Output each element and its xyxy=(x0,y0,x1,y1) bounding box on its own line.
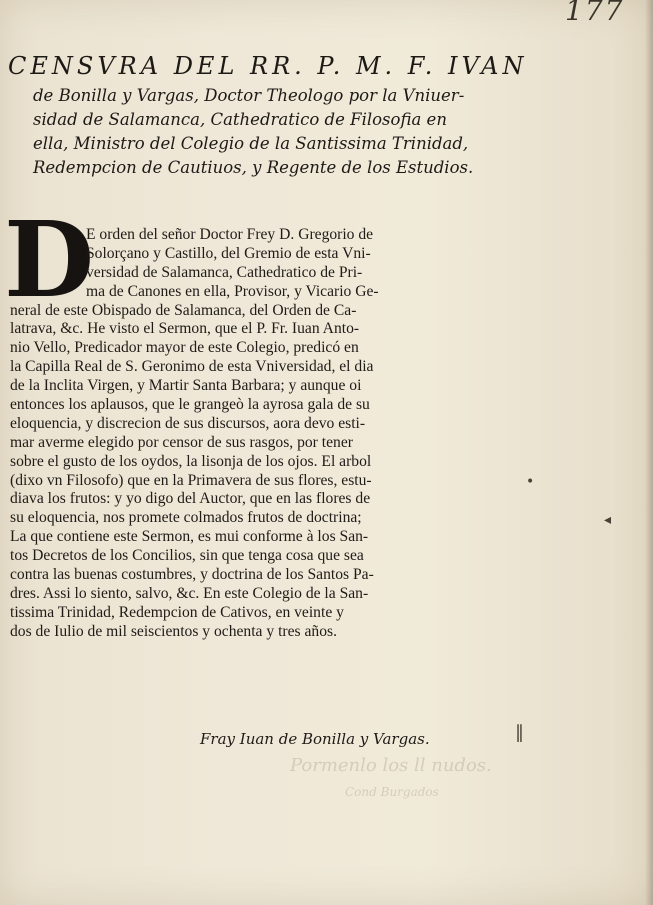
drop-cap-letter: D xyxy=(4,198,95,321)
body-line: (dixo vn Filosofo) que en la Primavera de sus flores, estu- xyxy=(10,471,372,489)
signature: Fray Iuan de Bonilla y Vargas. xyxy=(200,730,430,748)
body-line: de la Inclita Virgen, y Martir Santa Barbara; y aunque oi xyxy=(10,377,362,395)
body-line: ma de Canones en ella, Provisor, y Vicario Ge- xyxy=(86,282,379,300)
body-line: versidad de Salamanca, Cathedratico de Pri- xyxy=(86,263,363,281)
body-line: su eloquencia, nos promete colmados frutos de doctrina; xyxy=(10,509,362,527)
body-line: La que contiene este Sermon, es mui conforme à los San- xyxy=(10,528,369,546)
body-line: diava los frutos: y yo digo del Auctor, que en las flores de xyxy=(10,490,371,508)
body-line: dos de Iulio de mil seiscientos y ochenta y tres años. xyxy=(10,622,337,640)
body-line: mar averme elegido por censor de sus rasgos, por tener xyxy=(10,433,353,451)
body-line: E orden del señor Doctor Frey D. Gregorio de xyxy=(86,226,374,243)
censura-subtitle xyxy=(33,84,533,180)
subtitle-line: sidad de Salamanca, Cathedratico de Filosofia en xyxy=(33,110,447,129)
body-line: entonces los aplausos, que le grangeò la ayrosa gala de su xyxy=(10,396,370,414)
body-line: tissima Trinidad, Redempcion de Cativos, en veinte y xyxy=(10,603,344,621)
body-line: la Capilla Real de S. Geronimo de esta Vniversidad, el dia xyxy=(10,358,374,376)
page-number: 177 xyxy=(565,0,625,27)
body-line: sobre el gusto de los oydos, la lisonja de los ojos. El arbol xyxy=(10,452,372,470)
subtitle-line: de Bonilla y Vargas, Doctor Theologo por la Vniuer- xyxy=(33,86,465,105)
margin-mark: ◂ xyxy=(604,512,612,528)
bleed-through-text: Cond Burgados xyxy=(345,785,439,799)
censura-title: CENSVRA DEL RR. P. M. F. IVAN xyxy=(8,52,528,80)
subtitle-line: ella, Ministro del Colegio de la Santissima Trinidad, xyxy=(33,134,469,153)
body-line: tos Decretos de los Concilios, sin que tenga cosa que sea xyxy=(10,547,364,565)
subtitle-line: Redempcion de Cautiuos, y Regente de los Estudios. xyxy=(33,158,474,177)
censura-body xyxy=(10,226,530,642)
body-line: dres. Assi lo siento, salvo, &c. En este Colegio de la San- xyxy=(10,584,369,602)
margin-mark: • xyxy=(526,474,535,490)
bleed-through-text: Pormenlo los ll nudos. xyxy=(290,755,492,776)
body-line: Solorçano y Castillo, del Gremio de esta Vni- xyxy=(86,244,371,262)
body-line: nio Vello, Predicador mayor de este Colegio, predicó en xyxy=(10,339,359,357)
margin-mark: ‖ xyxy=(515,722,524,743)
body-line: latrava, &c. He visto el Sermon, que el P. Fr. Iuan Anto- xyxy=(10,320,360,338)
body-line: contra las buenas costumbres, y doctrina de los Santos Pa- xyxy=(10,566,374,584)
page-edge-shadow xyxy=(645,0,653,905)
body-line: neral de este Obispado de Salamanca, del Orden de Ca- xyxy=(10,301,357,319)
body-line: eloquencia, y discrecion de sus discursos, aora devo esti- xyxy=(10,414,366,432)
